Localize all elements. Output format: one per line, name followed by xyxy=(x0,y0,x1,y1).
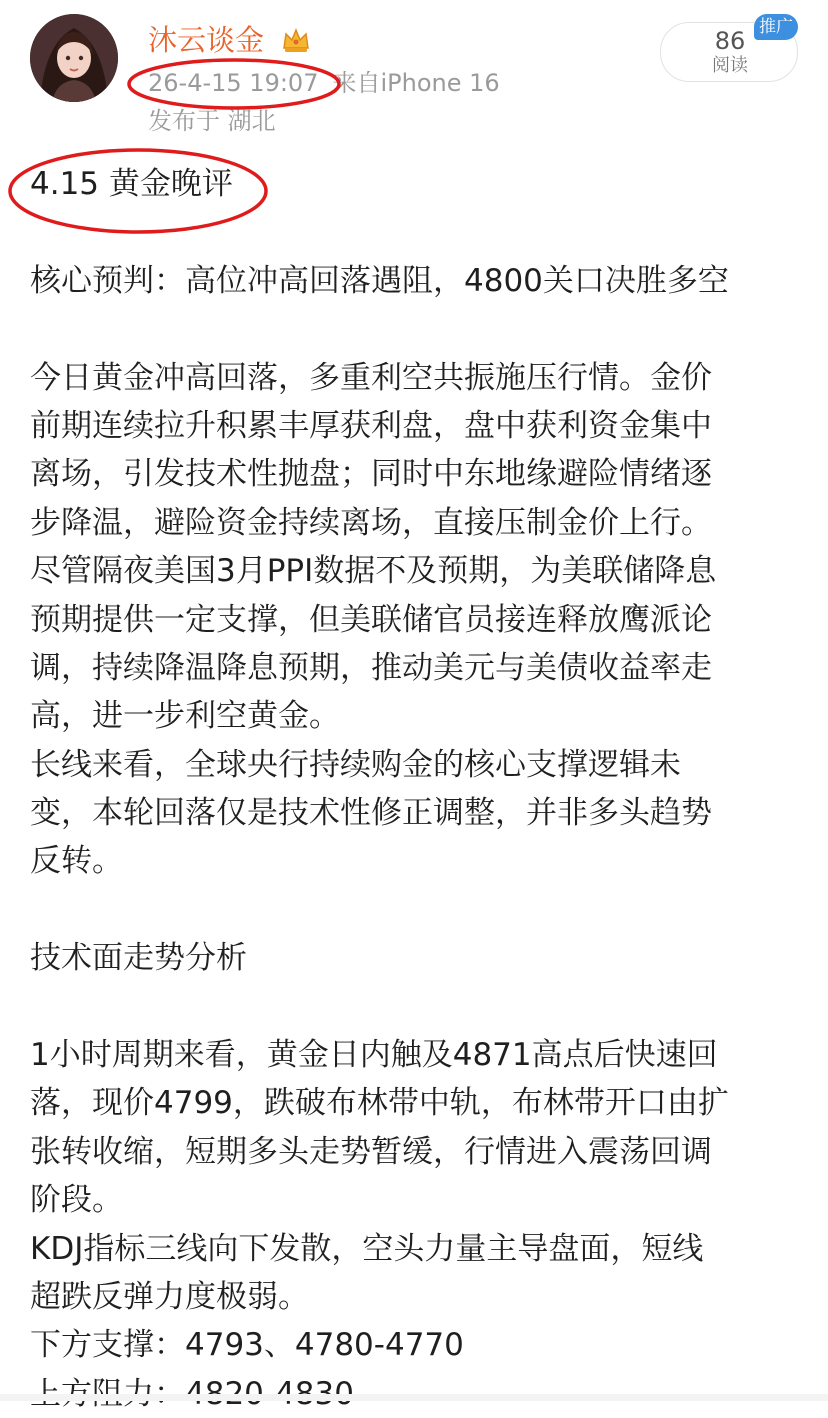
body-line: 反转。 xyxy=(30,843,123,880)
blank-line xyxy=(30,983,800,1031)
body-line: 调，持续降温降息预期，推动美元与美债收益率走 xyxy=(30,649,712,686)
ad-badge: 推广 xyxy=(754,14,798,40)
body-line: 1小时周期来看，黄金日内触及4871高点后快速回 xyxy=(30,1037,718,1074)
post-time: 26-4-15 19:07 xyxy=(148,69,319,97)
body-line: 预期提供一定支撑，但美联储官员接连释放鹰派论 xyxy=(30,601,712,638)
body-line: 落，现价4799，跌破布林带中轨，布林带开口由扩 xyxy=(30,1085,729,1122)
post-body xyxy=(30,160,800,1418)
body-line: 今日黄金冲高回落，多重利空共振施压行情。金价 xyxy=(30,359,712,396)
body-line: 离场，引发技术性抛盘；同时中东地缘避险情绪逐 xyxy=(30,456,712,493)
post-title: 4.15 黄金晚评 xyxy=(30,166,233,202)
author-name[interactable]: 沐云谈金 xyxy=(148,23,265,57)
post-source: 来自iPhone 16 xyxy=(332,69,500,97)
body-line: KDJ指标三线向下发散，空头力量主导盘面，短线 xyxy=(30,1230,704,1267)
crown-icon xyxy=(280,24,312,56)
support-levels: 下方支撑：4793、4780-4770 xyxy=(30,1327,464,1364)
bottom-edge xyxy=(0,1394,828,1401)
post-meta xyxy=(148,68,500,98)
post-header xyxy=(0,0,828,150)
blank-line xyxy=(30,305,800,353)
avatar[interactable] xyxy=(30,14,118,102)
read-count: 86 xyxy=(714,27,746,55)
blank-line xyxy=(30,208,800,256)
read-label: 阅读 xyxy=(712,55,748,76)
body-line: 高，进一步利空黄金。 xyxy=(30,698,340,735)
body-line: 前期连续拉升积累丰厚获利盘，盘中获利资金集中 xyxy=(30,407,712,444)
body-line: 超跌反弹力度极弱。 xyxy=(30,1278,309,1315)
body-line: 步降温，避险资金持续离场，直接压制金价上行。 xyxy=(30,504,712,541)
section-heading: 技术面走势分析 xyxy=(30,940,247,977)
blank-line xyxy=(30,886,800,934)
body-line: 尽管隔夜美国3月PPI数据不及预期，为美联储降息 xyxy=(30,553,717,590)
core-prediction: 核心预判：高位冲高回落遇阻，4800关口决胜多空 xyxy=(30,262,729,299)
body-line: 张转收缩，短期多头走势暂缓，行情进入震荡回调 xyxy=(30,1133,712,1170)
body-line: 阶段。 xyxy=(30,1182,123,1219)
post-location: 发布于 湖北 xyxy=(148,107,276,135)
avatar-image xyxy=(30,14,118,102)
body-line: 变，本轮回落仅是技术性修正调整，并非多头趋势 xyxy=(30,795,712,832)
body-line: 长线来看，全球央行持续购金的核心支撑逻辑未 xyxy=(30,746,681,783)
